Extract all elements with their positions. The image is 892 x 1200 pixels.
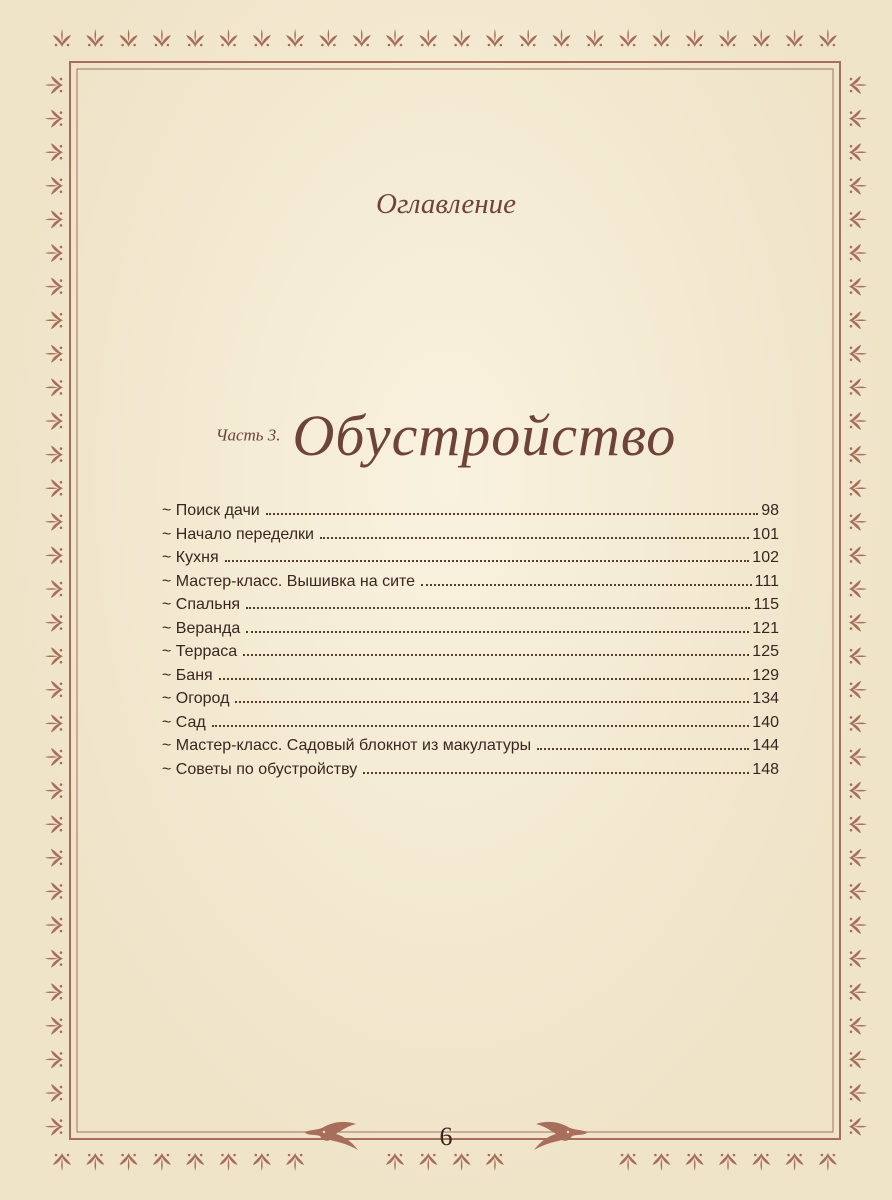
toc-entry-title: ~ Поиск дачи (162, 502, 260, 519)
table-of-contents (162, 502, 779, 784)
floral-border-icon (849, 76, 867, 1136)
toc-entry-page: 101 (752, 525, 779, 543)
toc-entry-page: 125 (752, 643, 779, 660)
toc-entry (162, 643, 779, 667)
dot-leader (219, 678, 750, 680)
dot-leader (235, 701, 749, 703)
toc-entry-page: 111 (754, 572, 779, 590)
toc-entry-page: 134 (752, 690, 779, 707)
toc-entry-title: ~ Начало переделки (162, 525, 314, 543)
toc-entry-title: ~ Огород (162, 690, 230, 707)
toc-entry-page: 98 (761, 502, 779, 519)
dot-leader (363, 772, 749, 774)
dot-leader (246, 607, 750, 609)
toc-entry-title: ~ Баня (162, 666, 213, 684)
toc-entry (162, 737, 779, 761)
toc-entry (162, 690, 779, 714)
dot-leader (212, 725, 750, 727)
part-name: Обустройство (292, 403, 677, 468)
dot-leader (320, 537, 749, 539)
dot-leader (421, 584, 752, 586)
toc-entry-page: 148 (752, 760, 779, 778)
page-number: 6 (439, 1122, 453, 1151)
toc-entry-page: 115 (753, 596, 779, 613)
toc-entry-title: ~ Советы по обустройству (162, 760, 358, 778)
dot-leader (266, 513, 758, 515)
dot-leader (537, 748, 749, 750)
part-heading (0, 402, 892, 469)
toc-entry-title: ~ Мастер-класс. Садовый блокнот из макулатуры (162, 737, 532, 754)
toc-entry-page: 102 (752, 549, 779, 566)
toc-entry-page: 129 (752, 666, 779, 684)
floral-border-icon (45, 76, 63, 1136)
part-label: Часть 3. (215, 425, 281, 445)
toc-entry (162, 526, 779, 550)
toc-entry-title: ~ Кухня (162, 549, 219, 566)
toc-entry-title: ~ Веранда (162, 619, 241, 637)
toc-entry-title: ~ Мастер-класс. Вышивка на сите (162, 572, 416, 590)
toc-entry (162, 573, 779, 597)
toc-entry (162, 620, 779, 644)
toc-entry (162, 596, 779, 620)
dot-leader (246, 631, 749, 633)
toc-entry-page: 144 (752, 737, 779, 754)
toc-entry (162, 502, 779, 526)
page-title: Оглавление (376, 188, 516, 220)
dot-leader (243, 654, 749, 656)
toc-entry (162, 667, 779, 691)
toc-entry-title: ~ Терраса (162, 643, 238, 660)
toc-entry-title: ~ Спальня (162, 596, 241, 613)
dot-leader (225, 560, 750, 562)
floral-border-icon (53, 1153, 837, 1171)
toc-entry (162, 761, 779, 785)
toc-entry-title: ~ Сад (162, 713, 206, 731)
toc-entry (162, 714, 779, 738)
floral-border-icon (53, 29, 837, 47)
toc-entry-page: 121 (752, 619, 779, 637)
toc-entry-page: 140 (752, 713, 779, 731)
toc-entry (162, 549, 779, 573)
